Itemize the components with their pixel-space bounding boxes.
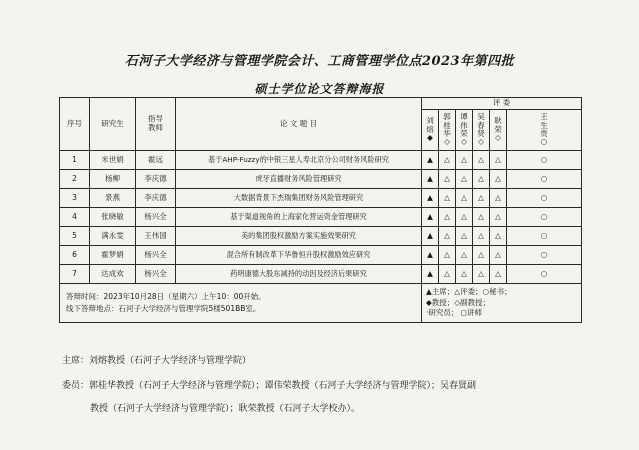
committee-chair: 主席：刘熔教授（石河子大学经济与管理学院） <box>62 356 252 366</box>
cell-student: 米世娟 <box>90 151 136 170</box>
cell-topic: 基于渠道视角的上海家化营运资金管理研究 <box>176 208 422 227</box>
cell-student: 张晓敏 <box>90 208 136 227</box>
cell-judge-mark: ○ <box>507 227 582 246</box>
header-seq: 序号 <box>60 98 90 151</box>
poster-subtitle: 硕士学位论文答辩海报 <box>254 82 385 96</box>
defense-table <box>59 97 582 323</box>
cell-judge-mark: △ <box>490 189 507 208</box>
cell-judge-mark: △ <box>490 151 507 170</box>
cell-judge-mark: △ <box>456 170 473 189</box>
cell-seq: 4 <box>60 208 90 227</box>
cell-judge-mark: △ <box>439 170 456 189</box>
judge-name: 谭伟荣◇ <box>456 110 473 151</box>
defense-location: 线下答辩地点：石河子大学经济与管理学院5楼501BB室。 <box>66 303 261 313</box>
cell-judge-mark: △ <box>490 246 507 265</box>
cell-seq: 5 <box>60 227 90 246</box>
cell-judge-mark: △ <box>439 189 456 208</box>
cell-judge-mark: △ <box>473 189 490 208</box>
committee-members-2: 教授（石河子大学经济与管理学院）；耿荣教授（石河子大学校办）。 <box>90 404 361 414</box>
cell-judge-mark: ▲ <box>422 170 439 189</box>
header-advisor: 指导教师 <box>136 98 176 151</box>
cell-judge-mark: △ <box>473 227 490 246</box>
cell-student: 霍梦娟 <box>90 246 136 265</box>
cell-advisor: 杨兴全 <box>136 265 176 284</box>
cell-judge-mark: △ <box>439 227 456 246</box>
table-footer-row <box>60 284 582 323</box>
cell-judge-mark: △ <box>473 151 490 170</box>
cell-judge-mark: ○ <box>507 151 582 170</box>
cell-judge-mark: △ <box>456 227 473 246</box>
legend-roles: ▲主席；△评委；○秘书； <box>426 287 512 297</box>
cell-topic: 美的集团股权激励方案实施效果研究 <box>176 227 422 246</box>
cell-seq: 3 <box>60 189 90 208</box>
cell-judge-mark: △ <box>439 246 456 265</box>
table-row <box>60 151 582 170</box>
cell-judge-mark: △ <box>490 208 507 227</box>
cell-student: 满永雯 <box>90 227 136 246</box>
cell-judge-mark: △ <box>439 208 456 227</box>
header-judges: 评 委 <box>422 98 582 110</box>
poster-title: 石河子大学经济与管理学院会计、工商管理学位点2023年第四批 <box>124 54 515 69</box>
judge-name: 刘熔◆ <box>422 110 439 151</box>
cell-judge-mark: ▲ <box>422 189 439 208</box>
cell-advisor: 李庆德 <box>136 170 176 189</box>
cell-judge-mark: ▲ <box>422 246 439 265</box>
legend-others: ·研究员； ◻讲师 <box>426 308 482 318</box>
legend-titles: ◆教授；◇副教授； <box>426 297 491 307</box>
table-row <box>60 170 582 189</box>
cell-judge-mark: △ <box>473 265 490 284</box>
cell-student: 杨柳 <box>90 170 136 189</box>
cell-judge-mark: △ <box>490 265 507 284</box>
cell-judge-mark: △ <box>439 151 456 170</box>
cell-judge-mark: ▲ <box>422 208 439 227</box>
cell-student: 景燕 <box>90 189 136 208</box>
cell-seq: 7 <box>60 265 90 284</box>
cell-topic: 药明康德大股东减持的动因及经济后果研究 <box>176 265 422 284</box>
cell-judge-mark: ▲ <box>422 265 439 284</box>
defense-time: 答辩时间：2023年10月28日（星期六）上午10：00开始。 <box>66 291 266 301</box>
legend <box>422 284 582 323</box>
cell-judge-mark: ○ <box>507 246 582 265</box>
committee-members-1: 委员：郭桂华教授（石河子大学经济与管理学院）；谭伟荣教授（石河子大学经济与管理学院）；吴春贤副 <box>62 381 477 391</box>
judge-name: 耿荣◇ <box>490 110 507 151</box>
judge-name: 吴春贤◇ <box>473 110 490 151</box>
cell-judge-mark: △ <box>473 208 490 227</box>
cell-topic: 混合所有制改革下华鲁恒升股权激励效应研究 <box>176 246 422 265</box>
cell-judge-mark: ○ <box>507 170 582 189</box>
cell-judge-mark: ○ <box>507 208 582 227</box>
cell-judge-mark: △ <box>456 208 473 227</box>
cell-topic: 基于AHP-Fuzzy的中银三星人寿北京分公司财务风险研究 <box>176 151 422 170</box>
cell-judge-mark: ○ <box>507 189 582 208</box>
cell-advisor: 李庆德 <box>136 189 176 208</box>
cell-judge-mark: △ <box>473 170 490 189</box>
cell-student: 达成欢 <box>90 265 136 284</box>
cell-judge-mark: △ <box>439 265 456 284</box>
cell-judge-mark: △ <box>456 151 473 170</box>
table-header-row <box>60 98 582 110</box>
cell-advisor: 霍远 <box>136 151 176 170</box>
header-student: 研究生 <box>90 98 136 151</box>
judge-name: 王生贵○ <box>507 110 582 151</box>
cell-judge-mark: △ <box>456 189 473 208</box>
cell-judge-mark: △ <box>456 265 473 284</box>
cell-judge-mark: △ <box>490 227 507 246</box>
cell-judge-mark: ▲ <box>422 151 439 170</box>
table-row <box>60 208 582 227</box>
cell-advisor: 王伟国 <box>136 227 176 246</box>
table-row <box>60 246 582 265</box>
cell-seq: 1 <box>60 151 90 170</box>
cell-topic: 虎牙直播财务风险管理研究 <box>176 170 422 189</box>
cell-judge-mark: △ <box>473 246 490 265</box>
table-row <box>60 227 582 246</box>
cell-seq: 6 <box>60 246 90 265</box>
cell-judge-mark: △ <box>456 246 473 265</box>
judge-name: 郭桂华◇ <box>439 110 456 151</box>
table-row <box>60 265 582 284</box>
defense-info <box>60 284 422 323</box>
table-row <box>60 189 582 208</box>
cell-topic: 大数据背景下杰瑞集团财务风险管理研究 <box>176 189 422 208</box>
cell-advisor: 杨兴全 <box>136 246 176 265</box>
cell-seq: 2 <box>60 170 90 189</box>
cell-judge-mark: ▲ <box>422 227 439 246</box>
cell-judge-mark: △ <box>490 170 507 189</box>
cell-advisor: 杨兴全 <box>136 208 176 227</box>
header-topic: 论 文 题 目 <box>176 98 422 151</box>
cell-judge-mark: ○ <box>507 265 582 284</box>
